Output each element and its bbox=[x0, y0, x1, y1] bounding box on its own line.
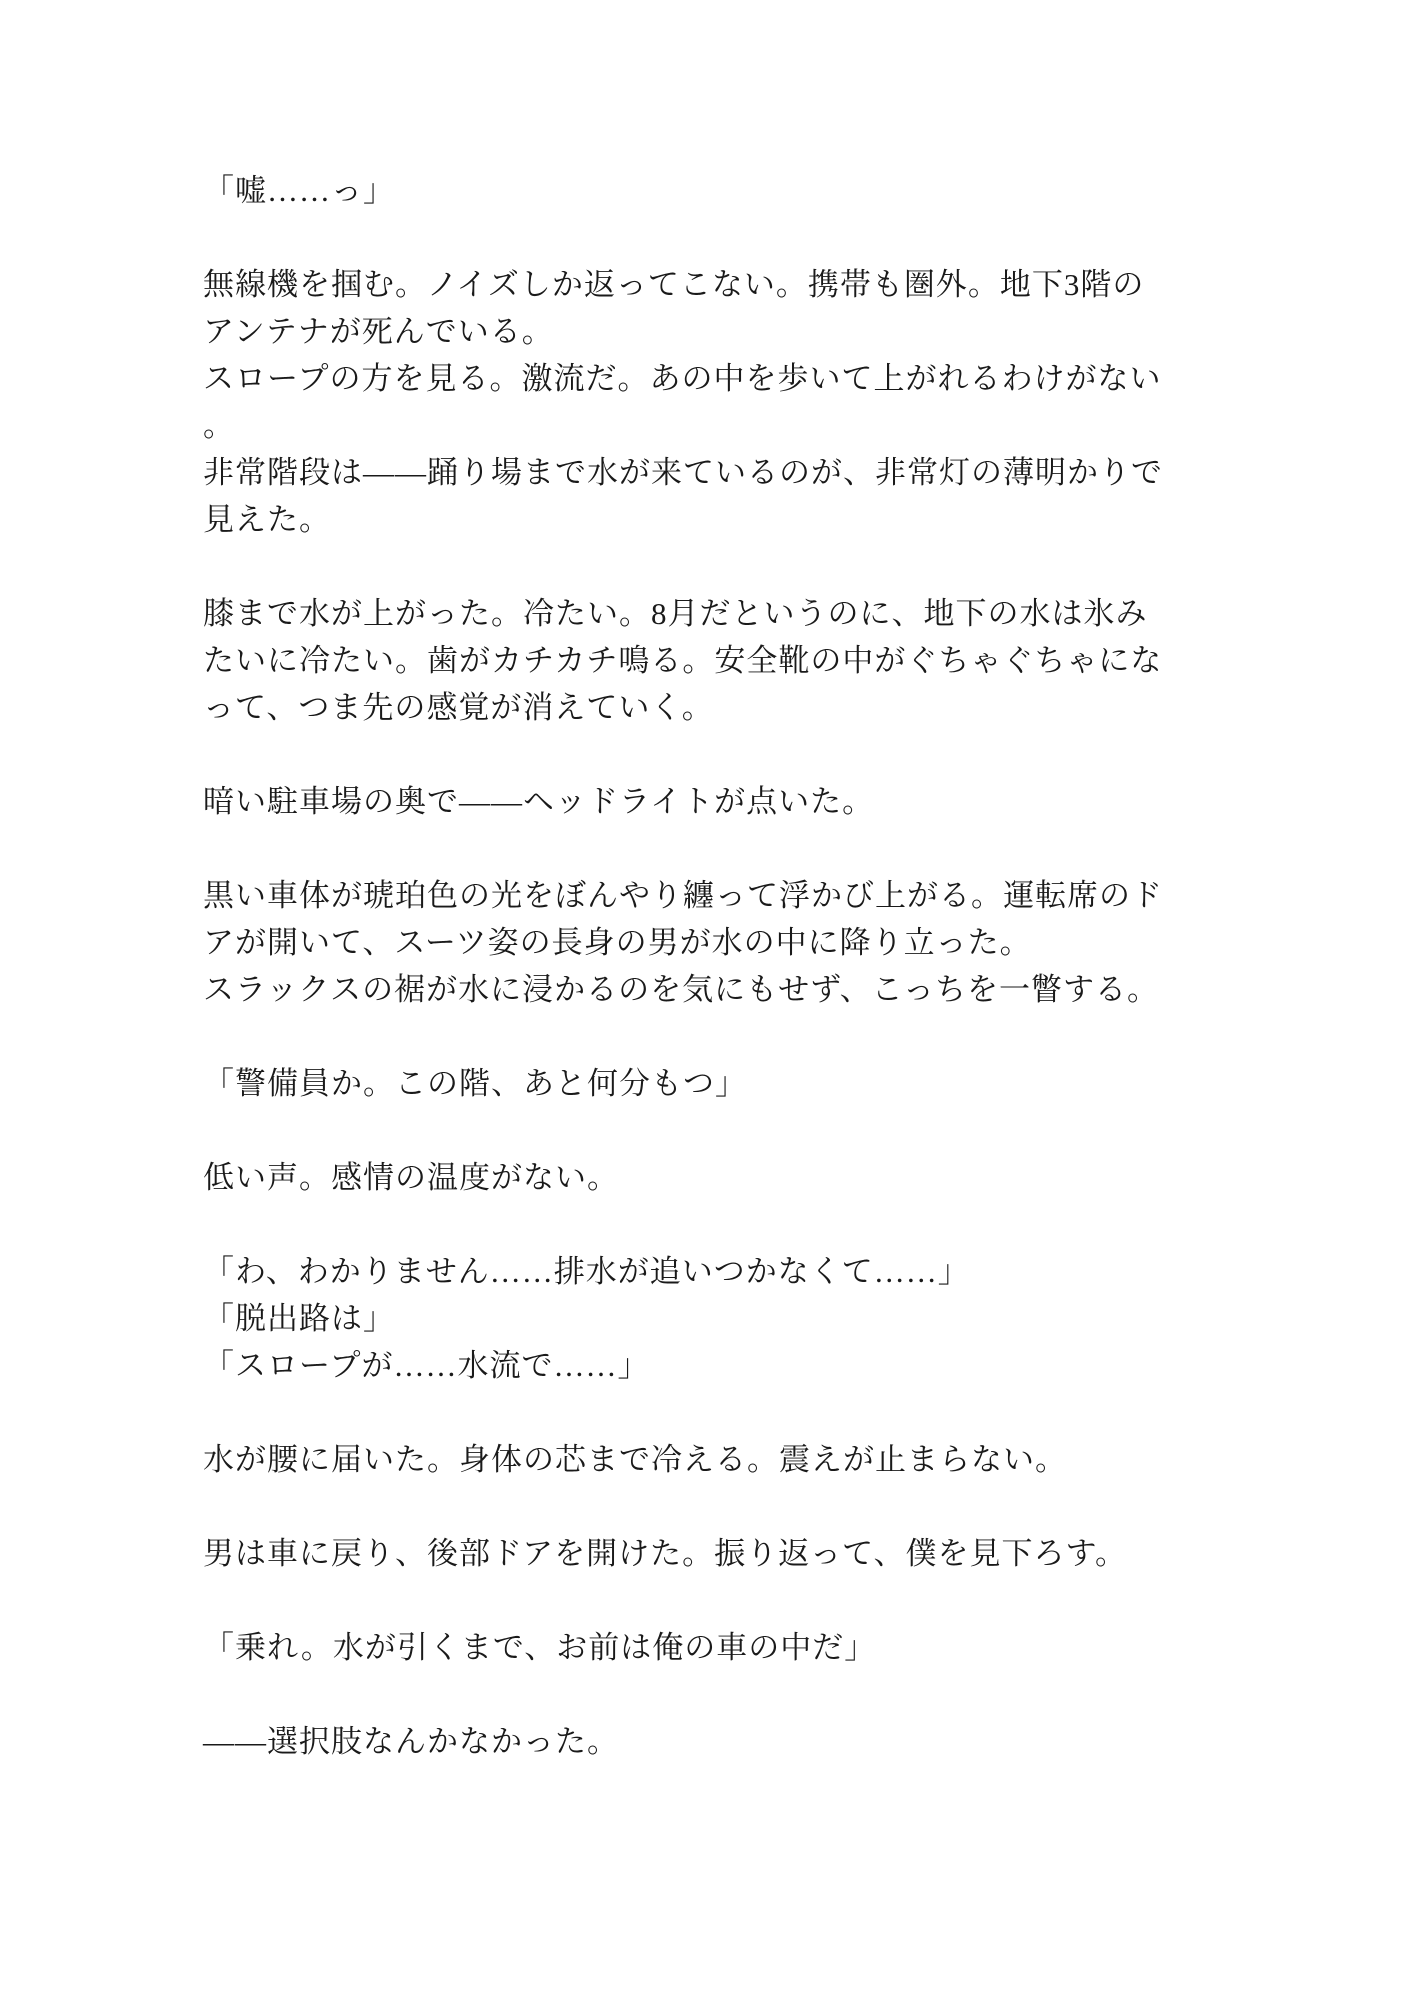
text-line: 「わ、わかりません……排水が追いつかなくて……」 bbox=[203, 1254, 970, 1289]
paragraph bbox=[203, 167, 1375, 214]
text-line: アンテナが死んでいる。 bbox=[203, 314, 554, 349]
text-line: スラックスの裾が水に浸かるのを気にもせず、こっちを一瞥する。 bbox=[203, 972, 1159, 1007]
text-line: 「スロープが……水流で……」 bbox=[203, 1348, 650, 1383]
paragraph bbox=[203, 1624, 1375, 1671]
text-line: ——選択肢なんかなかった。 bbox=[203, 1724, 619, 1759]
paragraph bbox=[203, 1436, 1375, 1483]
text-line: 「嘘……っ」 bbox=[203, 173, 395, 208]
text-line: 水が腰に届いた。身体の芯まで冷える。震えが止まらない。 bbox=[203, 1442, 1067, 1477]
text-line: 低い声。感情の温度がない。 bbox=[203, 1160, 619, 1195]
text-line: 非常階段は——踊り場まで水が来ているのが、非常灯の薄明かりで bbox=[203, 455, 1163, 490]
text-line: 見えた。 bbox=[203, 502, 331, 537]
text-line: スロープの方を見る。激流だ。あの中を歩いて上がれるわけがない bbox=[203, 361, 1162, 396]
paragraph bbox=[203, 872, 1375, 1013]
text-line: 「脱出路は」 bbox=[203, 1301, 395, 1336]
document-body bbox=[203, 167, 1375, 1765]
text-line: 。 bbox=[203, 408, 235, 443]
text-line: 男は車に戻り、後部ドアを開けた。振り返って、僕を見下ろす。 bbox=[203, 1536, 1127, 1571]
text-line: 無線機を掴む。ノイズしか返ってこない。携帯も圏外。地下3階の bbox=[203, 267, 1145, 302]
text-line: 膝まで水が上がった。冷たい。8月だというのに、地下の水は氷み bbox=[203, 596, 1148, 631]
paragraph bbox=[203, 1530, 1375, 1577]
paragraph bbox=[203, 1154, 1375, 1201]
paragraph bbox=[203, 778, 1375, 825]
text-line: 黒い車体が琥珀色の光をぼんやり纏って浮かび上がる。運転席のド bbox=[203, 878, 1163, 913]
text-line: 「乗れ。水が引くまで、お前は俺の車の中だ」 bbox=[203, 1630, 877, 1665]
paragraph bbox=[203, 1718, 1375, 1765]
paragraph bbox=[203, 261, 1375, 543]
text-line: 「警備員か。この階、あと何分もつ」 bbox=[203, 1066, 747, 1101]
paragraph bbox=[203, 1060, 1375, 1107]
paragraph bbox=[203, 1248, 1375, 1389]
text-line: 暗い駐車場の奥で——ヘッドライトが点いた。 bbox=[203, 784, 875, 819]
text-line: って、つま先の感覚が消えていく。 bbox=[203, 690, 714, 725]
paragraph bbox=[203, 590, 1375, 731]
text-line: アが開いて、スーツ姿の長身の男が水の中に降り立った。 bbox=[203, 925, 1032, 960]
text-line: たいに冷たい。歯がカチカチ鳴る。安全靴の中がぐちゃぐちゃにな bbox=[203, 643, 1163, 678]
